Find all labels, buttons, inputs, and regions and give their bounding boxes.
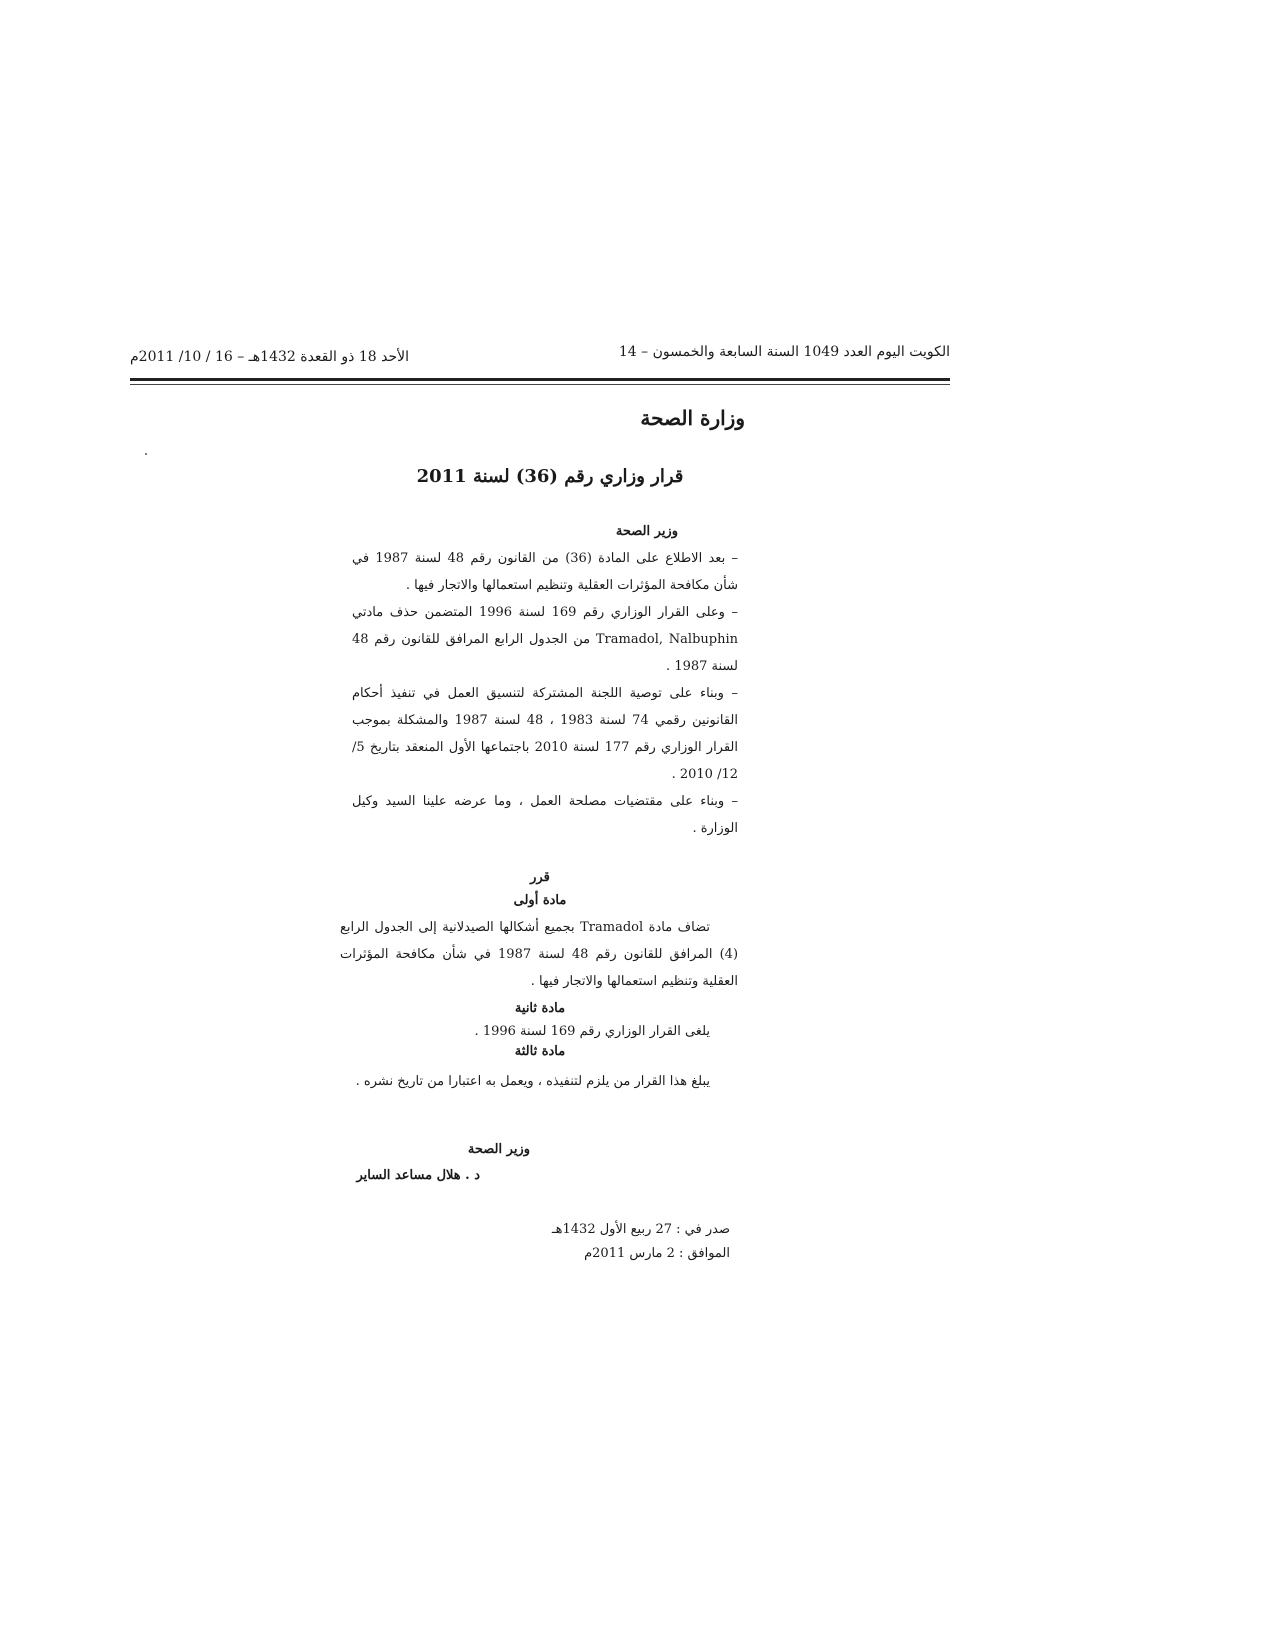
issuer-label: وزير الصحة <box>615 524 678 539</box>
article-3-heading: مادة ثالثة <box>514 1044 566 1059</box>
article-3-body: يبلغ هذا القرار من يلزم لتنفيذه ، ويعمل به اعتبارا من تاريخ نشره . <box>355 1074 710 1089</box>
decided-heading: قرر <box>530 870 550 885</box>
issue-date-gregorian: الموافق : 2 مارس 2011م <box>584 1246 730 1261</box>
page-header <box>130 344 950 374</box>
header-rule-thin <box>130 384 950 385</box>
signatory-title: وزير الصحة <box>467 1142 530 1157</box>
article-2-text <box>340 1018 738 1045</box>
signatory-name: د . هلال مساعد الساير <box>356 1168 480 1183</box>
article-2-heading: مادة ثانية <box>514 1001 566 1016</box>
preamble-clause-1: – بعد الاطلاع على المادة (36) من القانون رقم 48 لسنة 1987 في شأن مكافحة المؤثرات العقلية وتنظيم استعمالها والاتجار فيها . <box>352 551 738 593</box>
header-rule <box>130 378 950 381</box>
article-3-text <box>340 1068 738 1095</box>
decision-title: قرار وزاري رقم (36) لسنة 2011 <box>416 466 684 487</box>
article-2-body: يلغى القرار الوزاري رقم 169 لسنة 1996 . <box>474 1024 710 1039</box>
preamble-clause-2: – وعلى القرار الوزاري رقم 169 لسنة 1996 المتضمن حذف مادتي Tramadol, Nalbuphin من الجدول الرابع المرافق للقانون رقم 48 لسنة 1987 . <box>352 605 739 674</box>
decision-preamble <box>352 518 738 842</box>
article-1-heading: مادة أولى <box>513 893 567 908</box>
header-gazette-issue: الكويت اليوم العدد 1049 السنة السابعة والخمسون – 14 <box>618 344 950 360</box>
article-1-text <box>340 914 738 995</box>
ministry-heading: وزارة الصحة <box>640 406 745 430</box>
issue-date-hijri: صدر في : 27 ربيع الأول 1432هـ <box>551 1222 730 1237</box>
preamble-clause-3: – وبناء على توصية اللجنة المشتركة لتنسيق العمل في تنفيذ أحكام القانونين رقمي 74 لسنة 1983 ، 48 لسنة 1987 والمشكلة بموجب القرار الوزاري رقم 177 لسنة 2010 باجتماعها الأول المنعقد بتاريخ 5/ 12/ 2010 . <box>352 686 739 782</box>
header-date: الأحد 18 ذو القعدة 1432هـ – 16 / 10/ 2011م <box>130 349 409 365</box>
scan-speck <box>145 453 147 455</box>
article-1-body: تضاف مادة Tramadol بجميع أشكالها الصيدلانية إلى الجدول الرابع (4) المرافق للقانون رقم 48 لسنة 1987 في شأن مكافحة المؤثرات العقلية وتنظيم استعمالها والاتجار فيها . <box>340 920 739 989</box>
preamble-clause-4: – وبناء على مقتضيات مصلحة العمل ، وما عرضه علينا السيد وكيل الوزارة . <box>352 794 738 836</box>
